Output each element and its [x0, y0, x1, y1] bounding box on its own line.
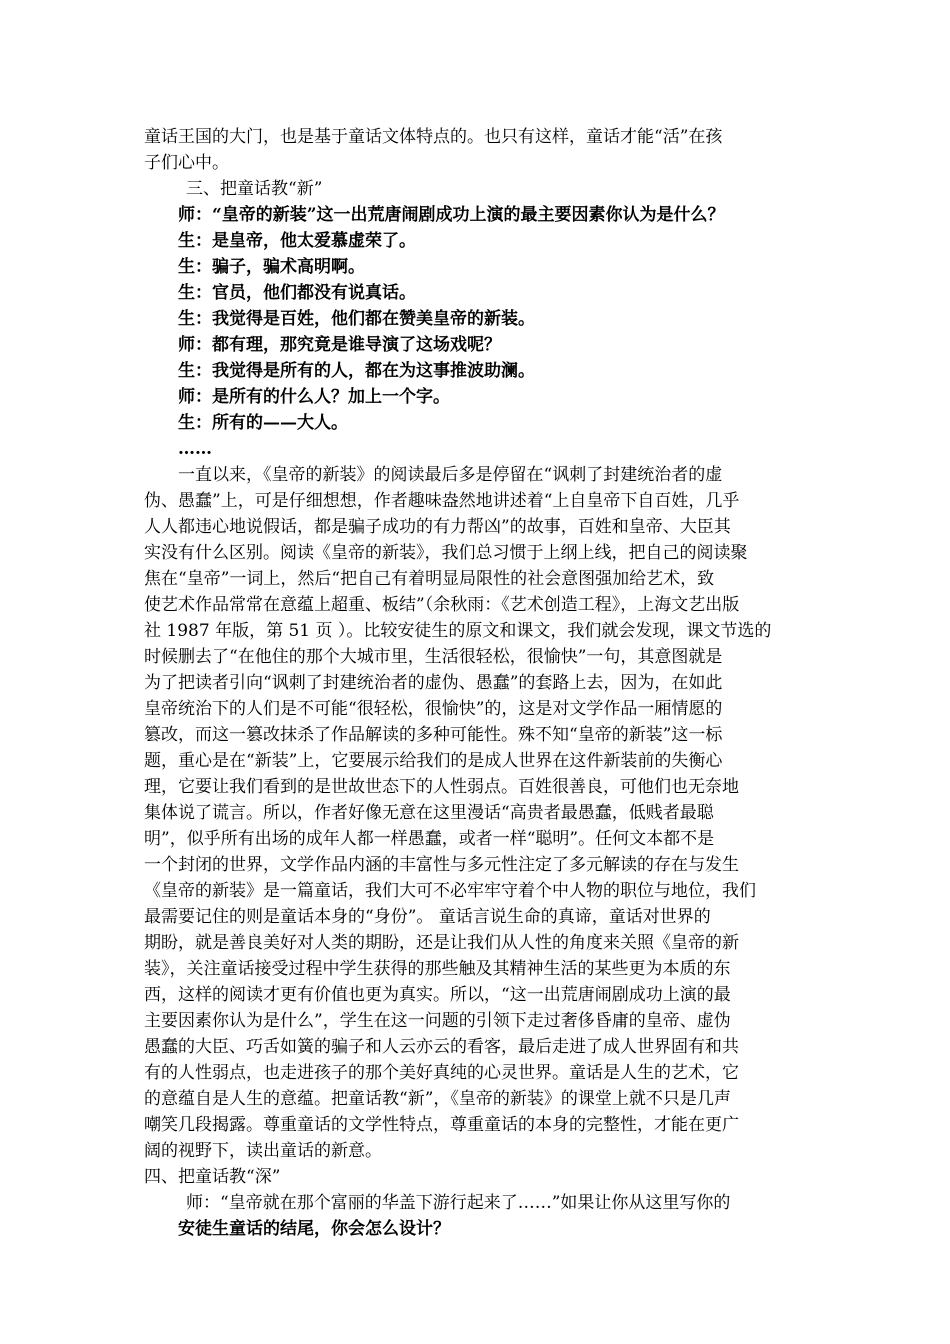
body-text-line: 西，这样的阅读才更有价值也更为真实。所以，“这一出荒唐闹剧成功上演的最: [144, 985, 731, 1005]
body-text-line: 实没有什么区别。阅读《皇帝的新装》，我们总习惯于上纲上线，把自己的阅读聚: [144, 543, 748, 563]
body-text-line: 人人都违心地说假话，都是骗子成功的有力帮凶”的故事，百姓和皇帝、大臣其: [144, 517, 731, 537]
body-text-line: 最需要记住的则是童话本身的“身份”。 童话言说生命的真谛，童话对世界的: [144, 907, 711, 927]
section-heading: 师：“皇帝就在那个富丽的华盖下游行起来了……”如果让你从这里写你的: [186, 1193, 731, 1213]
body-text-line: 理，它要让我们看到的是世故世态下的人性弱点。百姓很善良，可他们也无奈地: [144, 777, 739, 797]
dialogue-line: 生：是皇帝，他太爱慕虚荣了。: [178, 231, 416, 251]
body-text-line: 伪、愚蠢”上，可是仔细想想，作者趣味盎然地讲述着“上自皇帝下自百姓，几乎: [144, 491, 740, 511]
body-text-line: 愚蠢的大臣、巧舌如簧的骗子和人云亦云的看客，最后走进了成人世界固有和共: [144, 1037, 739, 1057]
body-text-line: 阔的视野下，读出童话的新意。: [144, 1141, 382, 1161]
dialogue-line: 师：都有理，那究竟是谁导演了这场戏呢？: [178, 335, 501, 355]
body-text-line: 期盼，就是善良美好对人类的期盼，还是让我们从人性的角度来关照《皇帝的新: [144, 933, 739, 953]
body-text-line: 明”，似乎所有出场的成年人都一样愚蠢，或者一样“聪明”。任何文本都不是: [144, 829, 715, 849]
body-text-line: 社 1987 年版，第 51 页 ）。比较安徒生的原文和课文，我们就会发现，课文节选的: [144, 621, 772, 641]
ellipsis-line: ……: [178, 439, 212, 459]
body-text-line: 一个封闭的世界，文学作品内涵的丰富性与多元性注定了多元解读的存在与发生: [144, 855, 739, 875]
body-text-line: 时候删去了“在他住的那个大城市里，生活很轻松，很愉快”一句，其意图就是: [144, 647, 723, 667]
dialogue-line: 生：官员，他们都没有说真话。: [178, 283, 416, 303]
body-text-line: 皇帝统治下的人们是不可能“很轻松，很愉快”的，这是对文学作品一厢情愿的: [144, 699, 723, 719]
body-text-line: 使艺术作品常常在意蕴上超重、板结”（余秋雨：《艺术创造工程》，上海文艺出版: [144, 595, 740, 615]
body-text-line: 一直以来，《皇帝的新装》的阅读最后多是停留在“讽刺了封建统治者的虚: [178, 465, 723, 485]
body-text-line: 四、把童话教“深”: [144, 1167, 281, 1187]
dialogue-line: 生：骗子，骗术高明啊。: [178, 257, 365, 277]
dialogue-line: [144, 1242, 808, 1268]
section-heading: 三、把童话教“新”: [186, 179, 323, 199]
dialogue-line: 师：是所有的什么人？加上一个字。: [178, 387, 450, 407]
body-text-line: 装》，关注童话接受过程中学生获得的那些触及其精神生活的某些更为本质的东: [144, 959, 731, 979]
body-text-line: 集体说了谎言。所以，作者好像无意在这里漫话“高贵者最愚蠢，低贱者最聪: [144, 803, 714, 823]
body-text-line: 主要因素你认为是什么”，学生在这一问题的引领下走过奢侈昏庸的皇帝、虚伪: [144, 1011, 731, 1031]
body-text-line: 题，重心是在“新装”上，它要展示给我们的是成人世界在这件新装前的失衡心: [144, 751, 723, 771]
body-text-line: 有的人性弱点，也走进孩子的那个美好真纯的心灵世界。童话是人生的艺术，它: [144, 1063, 739, 1083]
dialogue-line: 生：所有的——大人。: [178, 413, 348, 433]
body-text-line: 篡改，而这一篡改抹杀了作品解读的多种可能性。殊不知“皇帝的新装”这一标: [144, 725, 723, 745]
dialogue-line: 师：“皇帝的新装”这一出荒唐闹剧成功上演的最主要因素你认为是什么？: [178, 205, 725, 225]
body-text-line: 焦在“皇帝”一词上，然后“把自己有着明显局限性的社会意图强加给艺术，致: [144, 569, 715, 589]
body-text-line: 子们心中。: [144, 153, 229, 173]
body-text-line: 《皇帝的新装》是一篇童话，我们大可不必牢牢守着个中人物的职位与地位，我们: [144, 881, 756, 901]
dialogue-line: 安徒生童话的结尾，你会怎么设计？: [178, 1219, 450, 1239]
body-text-line: 嘲笑几段揭露。尊重童话的文学性特点，尊重童话的本身的完整性，才能在更广: [144, 1115, 739, 1135]
dialogue-line: 生：我觉得是百姓，他们都在赞美皇帝的新装。: [178, 309, 535, 329]
body-text-line: 为了把读者引向“讽刺了封建统治者的虚伪、愚蠢”的套路上去，因为，在如此: [144, 673, 723, 693]
body-text-line: 童话王国的大门，也是基于童话文体特点的。也只有这样，童话才能“活”在孩: [144, 127, 723, 147]
dialogue-line: 生：我觉得是所有的人，都在为这事推波助澜。: [178, 361, 535, 381]
body-text-line: 的意蕴自是人生的意蕴。把童话教“新”，《皇帝的新装》的课堂上就不只是几声: [144, 1089, 731, 1109]
